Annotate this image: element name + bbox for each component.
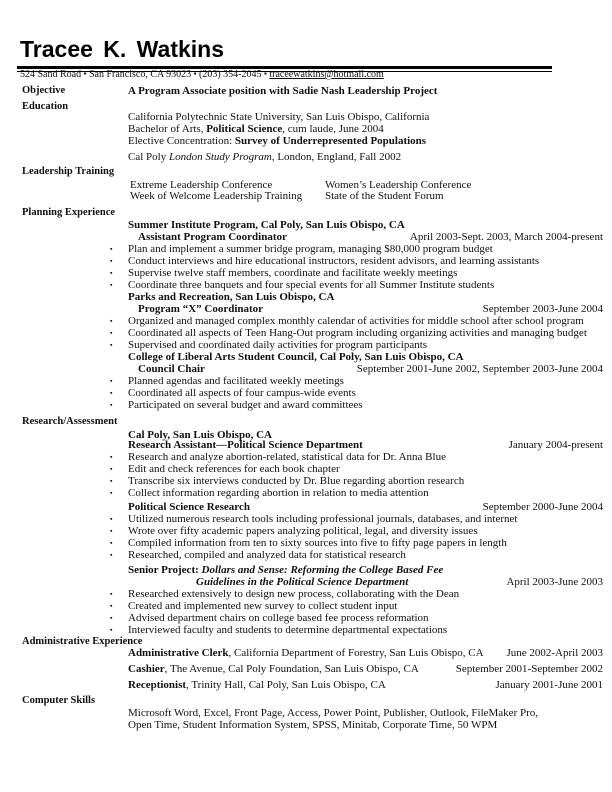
degree-text: Bachelor of Arts, (128, 123, 207, 135)
email-link[interactable]: traceewatkins@hotmail.com (269, 69, 384, 80)
job-date: September 2001-September 2002 (455, 663, 603, 675)
job-org: , The Avenue, Cal Poly Foundation, San Luis Obispo, CA (164, 663, 419, 675)
job-student-council (128, 351, 603, 411)
job-org: , Trinity Hall, Cal Poly, San Luis Obispo, CA (186, 679, 386, 691)
section-research: Research/Assessment (22, 416, 118, 427)
leadership-item: Week of Welcome Leadership Training (130, 190, 303, 202)
leadership-item: State of the Student Forum (325, 190, 444, 202)
study-text: Cal Poly (128, 151, 169, 163)
job-date: June 2002-April 2003 (506, 647, 603, 659)
section-skills: Computer Skills (22, 695, 96, 706)
bullet-item: ▪ Created and implemented new survey to collect student input (128, 600, 603, 612)
study-program: London Study Program (168, 151, 272, 163)
job-research-assistant (128, 429, 603, 499)
skills-block (128, 707, 603, 731)
separator-icon: ▪ (83, 69, 87, 78)
concentration-value: Survey of Underrepresented Populations (234, 135, 427, 147)
bullet-item: ▪ Supervise twelve staff members, coordinate and facilitate weekly meetings (128, 267, 603, 279)
job-title: Receptionist (128, 679, 187, 691)
job-org: Parks and Recreation, San Luis Obispo, CA (128, 291, 335, 303)
school: California Polytechnic State University, San Luis Obispo, California (128, 111, 430, 123)
leadership-item: Women’s Leadership Conference (325, 179, 472, 191)
bullet-item: ▪ Planned agendas and facilitated weekly meetings (128, 375, 603, 387)
job-org: , California Department of Forestry, San Luis Obispo, CA (228, 647, 484, 659)
skills-line: Microsoft Word, Excel, Front Page, Access, Power Point, Publisher, Outlook, FileMaker Pro, (128, 707, 539, 719)
job-date: January 2004-present (508, 439, 603, 451)
job-org: College of Liberal Arts Student Council, Cal Poly, San Luis Obispo, CA (128, 351, 464, 363)
bullet-item: ▪ Edit and check references for each book chapter (128, 463, 603, 475)
section-education: Education (22, 101, 69, 112)
job-date: September 2003-June 2004 (482, 303, 603, 315)
job-title: Research Assistant—Political Science Department (128, 439, 363, 451)
senior-project-label: Senior Project: (128, 564, 202, 576)
job-org: Cal Poly, San Luis Obispo, CA (128, 429, 272, 441)
bullet-item: ▪ Interviewed faculty and students to determine departmental expectations (128, 624, 603, 636)
bullet-item: ▪ Conduct interviews and hire educational instructors, resident advisors, and learning assistants (128, 255, 603, 267)
leadership-block (130, 180, 605, 202)
section-planning: Planning Experience (22, 207, 116, 218)
leadership-item: Extreme Leadership Conference (130, 179, 273, 191)
bullet-item: ▪ Supervised and coordinated daily activities for program participants (128, 339, 603, 351)
job-date: September 2001-June 2002, September 2003-June 2004 (356, 363, 603, 375)
job-parks-recreation (128, 291, 603, 351)
address: 524 Sand Road (20, 69, 82, 80)
education-block (128, 111, 603, 163)
section-objective: Objective (22, 85, 66, 96)
job-summer-institute (128, 219, 603, 291)
bullet-item: ▪ Participated on several budget and award committees (128, 399, 603, 411)
bullet-item: ▪ Organized and managed complex monthly calendar of activities for middle school after school program (128, 315, 603, 327)
admin-block (128, 647, 603, 695)
bullet-item: ▪ Collect information regarding abortion in relation to media attention (128, 487, 603, 499)
bullet-item: ▪ Wrote over fifty academic papers analyzing political, legal, and diversity issues (128, 525, 603, 537)
bullet-item: ▪ Compiled information from ten to sixty sources into five to fifty page papers in length (128, 537, 603, 549)
bullet-item: ▪ Coordinated all aspects of Teen Hang-Out program including organizing activities and managing budget (128, 327, 603, 339)
bullet-item: ▪ Researched extensively to design new process, collaborating with the Dean (128, 588, 603, 600)
section-admin: Administrative Experience (22, 636, 143, 647)
separator-icon: ▪ (264, 69, 267, 78)
bullet-item: ▪ Research and analyze abortion-related, statistical data for Dr. Anna Blue (128, 451, 603, 463)
section-leadership: Leadership Training (22, 166, 115, 177)
bullet-item: ▪ Coordinate three banquets and four special events for all Summer Institute students (128, 279, 603, 291)
senior-project-title: Dollars and Sense: Reforming the College Based Fee (201, 564, 444, 576)
contact-line (20, 68, 384, 81)
concentration (128, 135, 603, 147)
job-title: Program “X” Coordinator (138, 303, 264, 315)
resume-name: Tracee K. Watkins (20, 36, 225, 62)
study-abroad (128, 151, 603, 163)
skills-line: Open Time, Student Information System, SPSS, Minitab, Corporate Time, 50 WPM (128, 719, 498, 731)
job-political-science-research (128, 501, 603, 561)
job-title: Council Chair (138, 363, 205, 375)
bullet-item: ▪ Transcribe six interviews conducted by Dr. Blue regarding abortion research (128, 475, 603, 487)
city: San Francisco, CA 93023 (88, 69, 192, 80)
degree-text: , cum laude, June 2004 (282, 123, 384, 135)
job-date: January 2001-June 2001 (495, 679, 603, 691)
degree-major: Political Science (206, 123, 283, 135)
bullet-item: ▪ Advised department chairs on college based fee process reformation (128, 612, 603, 624)
bullet-item: ▪ Researched, compiled and analyzed data for statistical research (128, 549, 603, 561)
concentration-label: Elective Concentration: (128, 135, 235, 147)
degree (128, 123, 603, 135)
study-text: , London, England, Fall 2002 (271, 151, 402, 163)
job-date: September 2000-June 2004 (482, 501, 603, 513)
bullet-item: ▪ Coordinated all aspects of four campus-wide events (128, 387, 603, 399)
objective-text: A Program Associate position with Sadie Nash Leadership Project (128, 85, 438, 97)
job-title: Administrative Clerk (128, 647, 229, 659)
separator-icon: ▪ (193, 69, 197, 78)
phone: (203) 354-2045 (199, 69, 262, 80)
job-title: Political Science Research (128, 501, 250, 513)
job-date: April 2003-Sept. 2003, March 2004-present (409, 231, 603, 243)
senior-project (128, 564, 603, 636)
job-org: Summer Institute Program, Cal Poly, San Luis Obispo, CA (128, 219, 405, 231)
job-title: Cashier (128, 663, 165, 675)
job-date: April 2003-June 2003 (506, 576, 603, 588)
bullet-item: ▪ Utilized numerous research tools including professional journals, databases, and internet (128, 513, 603, 525)
job-title: Assistant Program Coordinator (138, 231, 287, 243)
bullet-item: ▪ Plan and implement a summer bridge program, managing $80,000 program budget (128, 243, 603, 255)
senior-project-title: Guidelines in the Political Science Department (196, 576, 409, 588)
